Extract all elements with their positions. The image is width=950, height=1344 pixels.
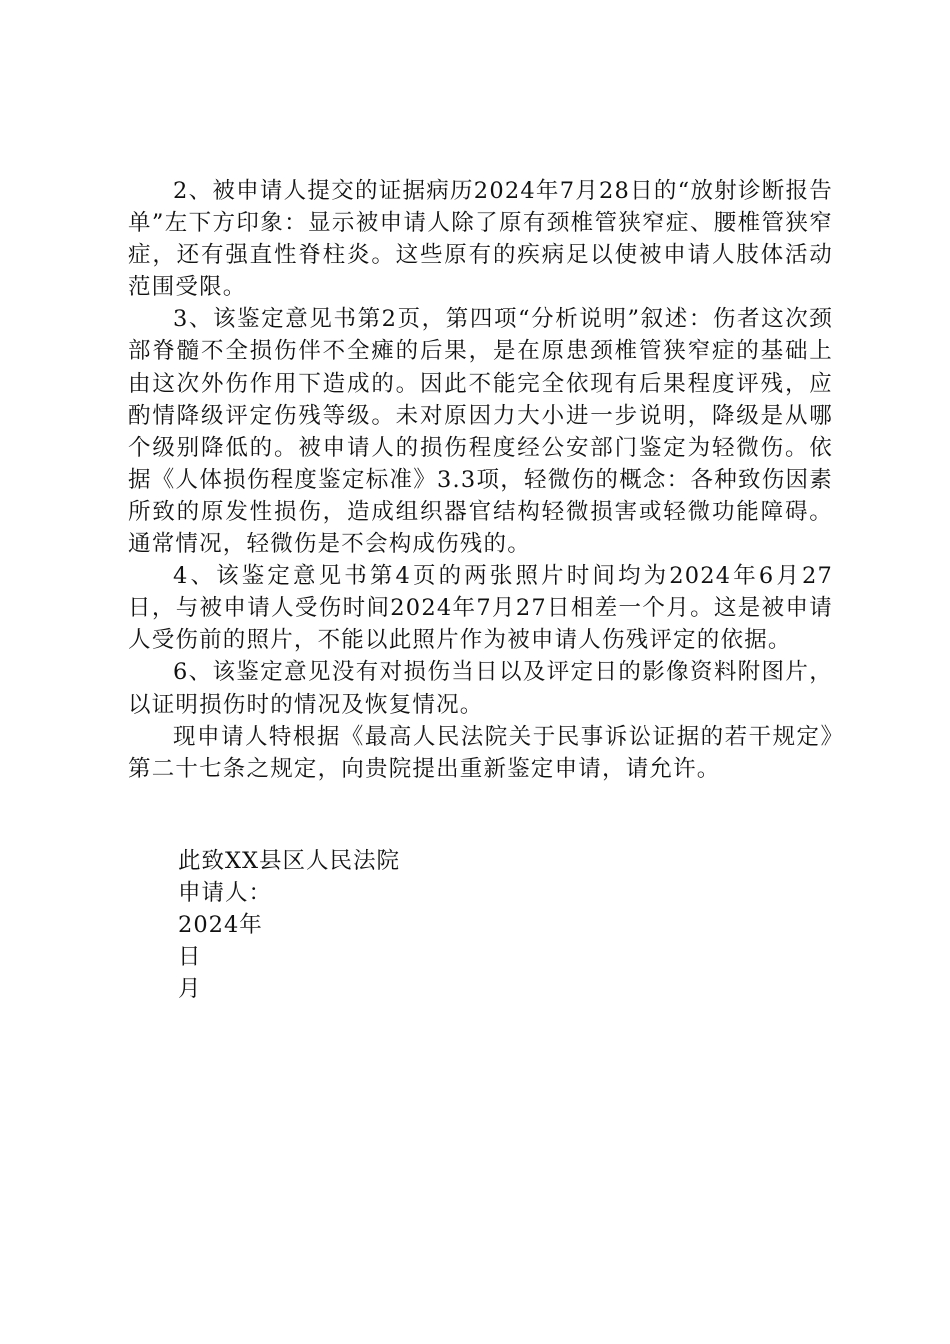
- paragraph-item-6: 6、该鉴定意见没有对损伤当日以及评定日的影像资料附图片，以证明损伤时的情况及恢复情况。: [128, 659, 833, 718]
- date-month: 月: [178, 976, 202, 1003]
- addressee-line: 此致XX县区人民法院: [178, 848, 401, 874]
- applicant-line: 申请人：: [178, 880, 273, 907]
- date-year: 2024年: [178, 912, 263, 939]
- paragraph-item-3: 3、该鉴定意见书第2页，第四项“分析说明”叙述：伤者这次颈部脊髓不全损伤伴不全瘫的后果，是在原患颈椎管狭窄症的基础上由这次外伤作用下造成的。因此不能完全依现有后果程度评残，应酌情降级评定伤残等级。未对原因力大小进一步说明，降级是从哪个级别降低的。被申请人的损伤程度经公安部门鉴定为轻微伤。依据《人体损伤程度鉴定标准》3.3项，轻微伤的概念：各种致伤因素所致的原发性损伤，造成组织器官结构轻微损害或轻微功能障碍。通常情况，轻微伤是不会构成伤残的。: [128, 306, 833, 558]
- document-body: [128, 175, 833, 785]
- paragraph-request: 现申请人特根据《最高人民法院关于民事诉讼证据的若干规定》第二十七条之规定，向贵院提出重新鉴定申请，请允许。: [128, 723, 833, 782]
- closing-block: [178, 845, 400, 1005]
- paragraph-item-2: 2、被申请人提交的证据病历2024年7月28日的“放射诊断报告单”左下方印象：显示被申请人除了原有颈椎管狭窄症、腰椎管狭窄症，还有强直性脊柱炎。这些原有的疾病足以使被申请人肢体活动范围受限。: [128, 178, 833, 301]
- paragraph-item-4: 4、该鉴定意见书第4页的两张照片时间均为2024年6月27日，与被申请人受伤时间2024年7月27日相差一个月。这是被申请人受伤前的照片，不能以此照片作为被申请人伤残评定的依据。: [128, 563, 833, 654]
- date-day: 日: [178, 944, 202, 971]
